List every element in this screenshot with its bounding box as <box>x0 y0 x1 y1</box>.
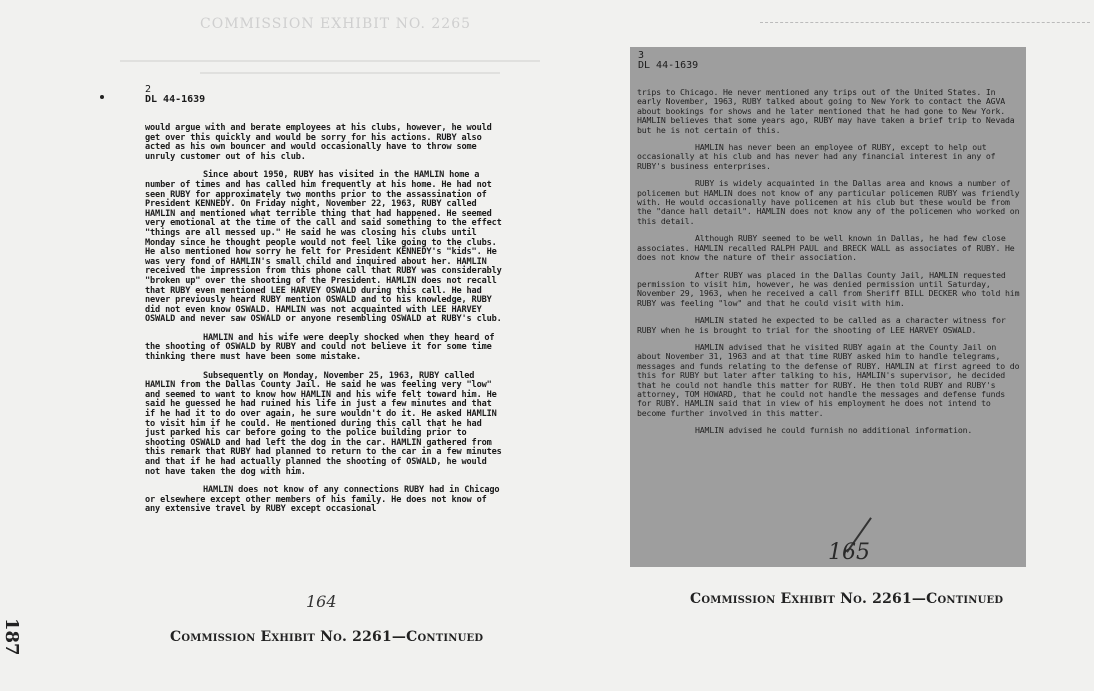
left-paragraph-5: HAMLIN does not know of any connections RUBY had in Chicago or elsewhere except other members of his family. He does not know of any extensive travel by RUBY except occasional <box>145 485 500 515</box>
right-paragraph-3: RUBY is widely acquainted in the Dallas area and knows a number of policemen but HAMLIN does not know of any particular policemen RUBY was friendly with. He would occasionally have policemen at his club but these would be from the "dance hall detail". HAMLIN does not know any of the policemen who worked on this detail. <box>637 178 1020 226</box>
left-handwritten-page-number: 164 <box>306 592 337 611</box>
ghost-bleed-line <box>120 60 540 62</box>
right-paragraph-4: Although RUBY seemed to be well known in Dallas, he had few close associates. HAMLIN recalled RALPH PAUL and BRECK WALL as associates of RUBY. He does not know the nature of their association. <box>637 233 1015 263</box>
left-paragraph-3: HAMLIN and his wife were deeply shocked when they heard of the shooting of OSWALD by RUBY and could not believe it for some time thinking there must have been some mistake. <box>145 332 495 363</box>
right-handwritten-page-number: 165 <box>828 540 870 565</box>
ghost-bleed-line <box>200 72 500 74</box>
left-file-number: DL 44-1639 <box>145 94 206 105</box>
right-paragraph-1: trips to Chicago. He never mentioned any trips out of the United States. In early November, 1963, RUBY talked about going to New York to contact the AGVA about bookings for shows and he later mentioned that he had gone to New York. HAMLIN believes that some years ago, RUBY may have taken a brief trip to Nevada but he is not certain of this. <box>637 87 1015 135</box>
right-paragraph-5: After RUBY was placed in the Dallas County Jail, HAMLIN requested permission to visit him, however, he was denied permission until Saturday, November 29, 1963, when he received a call from Sheriff BILL DECKER who told him RUBY was feeling "low" and that he could visit with him. <box>637 269 1020 308</box>
left-page-number: 2 <box>145 84 152 95</box>
right-paragraph-6: HAMLIN stated he expected to be called as a character witness for RUBY when he is brought to trial for the shooting of LEE HARVEY OSWALD. <box>637 315 1006 335</box>
left-paragraph-1: would argue with and berate employees at his clubs, however, he would get over this quickly and would be sorry for his actions. RUBY also acted as his own bouncer and would occasionally have to throw some unruly customer out of his club. <box>145 123 492 162</box>
right-page-body <box>637 88 1022 444</box>
right-paragraph-2: HAMLIN has never been an employee of RUBY, except to help out occasionally at his club and has never had any financial interest in any of RUBY's business enterprises. <box>637 142 996 171</box>
right-page-number: 3 <box>638 50 645 61</box>
bullet-mark <box>100 95 104 99</box>
left-paragraph-2: Since about 1950, RUBY has visited in the HAMLIN home a number of times and has called him frequently at his home. He had not seen RUBY for approximately two months prior to the assassination of President KENNEDY. On Friday night, November 22, 1963, RUBY called HAMLIN and mentioned what terrible thing that had happened. He seemed very emotional at the time of the call and said something to the effect "things are all messed up." He said he was closing his clubs until Monday since he thought people would not feel like going to the clubs. He also mentioned how sorry he felt for President KENNEDY's "kids". He was very fond of HAMLIN's small child and inquired about her. HAMLIN received the impression from this phone call that RUBY was considerably "broken up" over the shooting of the President. HAMLIN does not recall that RUBY even mentioned LEE HARVEY OSWALD during this call. He had never previously heard RUBY mention OSWALD and to his knowledge, RUBY did not even know OSWALD. HAMLIN was not acquainted with LEE HARVEY OSWALD and never saw OSWALD or anyone resembling OSWALD at RUBY's club. <box>145 170 502 325</box>
right-file-number: DL 44-1639 <box>638 60 699 71</box>
right-exhibit-caption: Commission Exhibit No. 2261—Continued <box>690 591 1004 607</box>
right-paragraph-7: HAMLIN advised that he visited RUBY again at the County Jail on about November 31, 1963 and at that time RUBY asked him to handle telegrams, messages and funds relating to the defense of RUBY. HAMLIN at first agreed to do this for RUBY but later after talking to his, HAMLIN's supervisor, he decided that he could not handle this matter for RUBY. He then told RUBY and RUBY's attorney, TOM HOWARD, that he could not handle the messages and defense funds for RUBY. HAMLIN said that in view of his employment he does not intend to become further involved in this matter. <box>637 341 1020 418</box>
right-paragraph-8: HAMLIN advised he could furnish no additional information. <box>695 425 973 436</box>
top-dashed-rule <box>760 22 1090 24</box>
left-page-body <box>145 124 505 524</box>
faint-exhibit-header: COMMISSION EXHIBIT NO. 2265 <box>200 16 472 32</box>
left-exhibit-caption: Commission Exhibit No. 2261—Continued <box>170 629 484 645</box>
left-paragraph-4: Subsequently on Monday, November 25, 1963, RUBY called HAMLIN from the Dallas County Jail. He said he was feeling very "low" and seemed to want to know how HAMLIN and his wife felt toward him. He said he guessed he had ruined his life in just a few minutes and that if he had it to do over again, he sure wouldn't do it. He asked HAMLIN to visit him if he could. He mentioned during this call that he had just parked his car before going to the police building prior to shooting OSWALD and had left the dog in the car. HAMLIN gathered from this remark that RUBY had planned to return to the car in a few minutes and that if he had actually planned the shooting of OSWALD, he would not have taken the dog with him. <box>145 370 502 477</box>
volume-page-number: 187 <box>1 618 22 656</box>
